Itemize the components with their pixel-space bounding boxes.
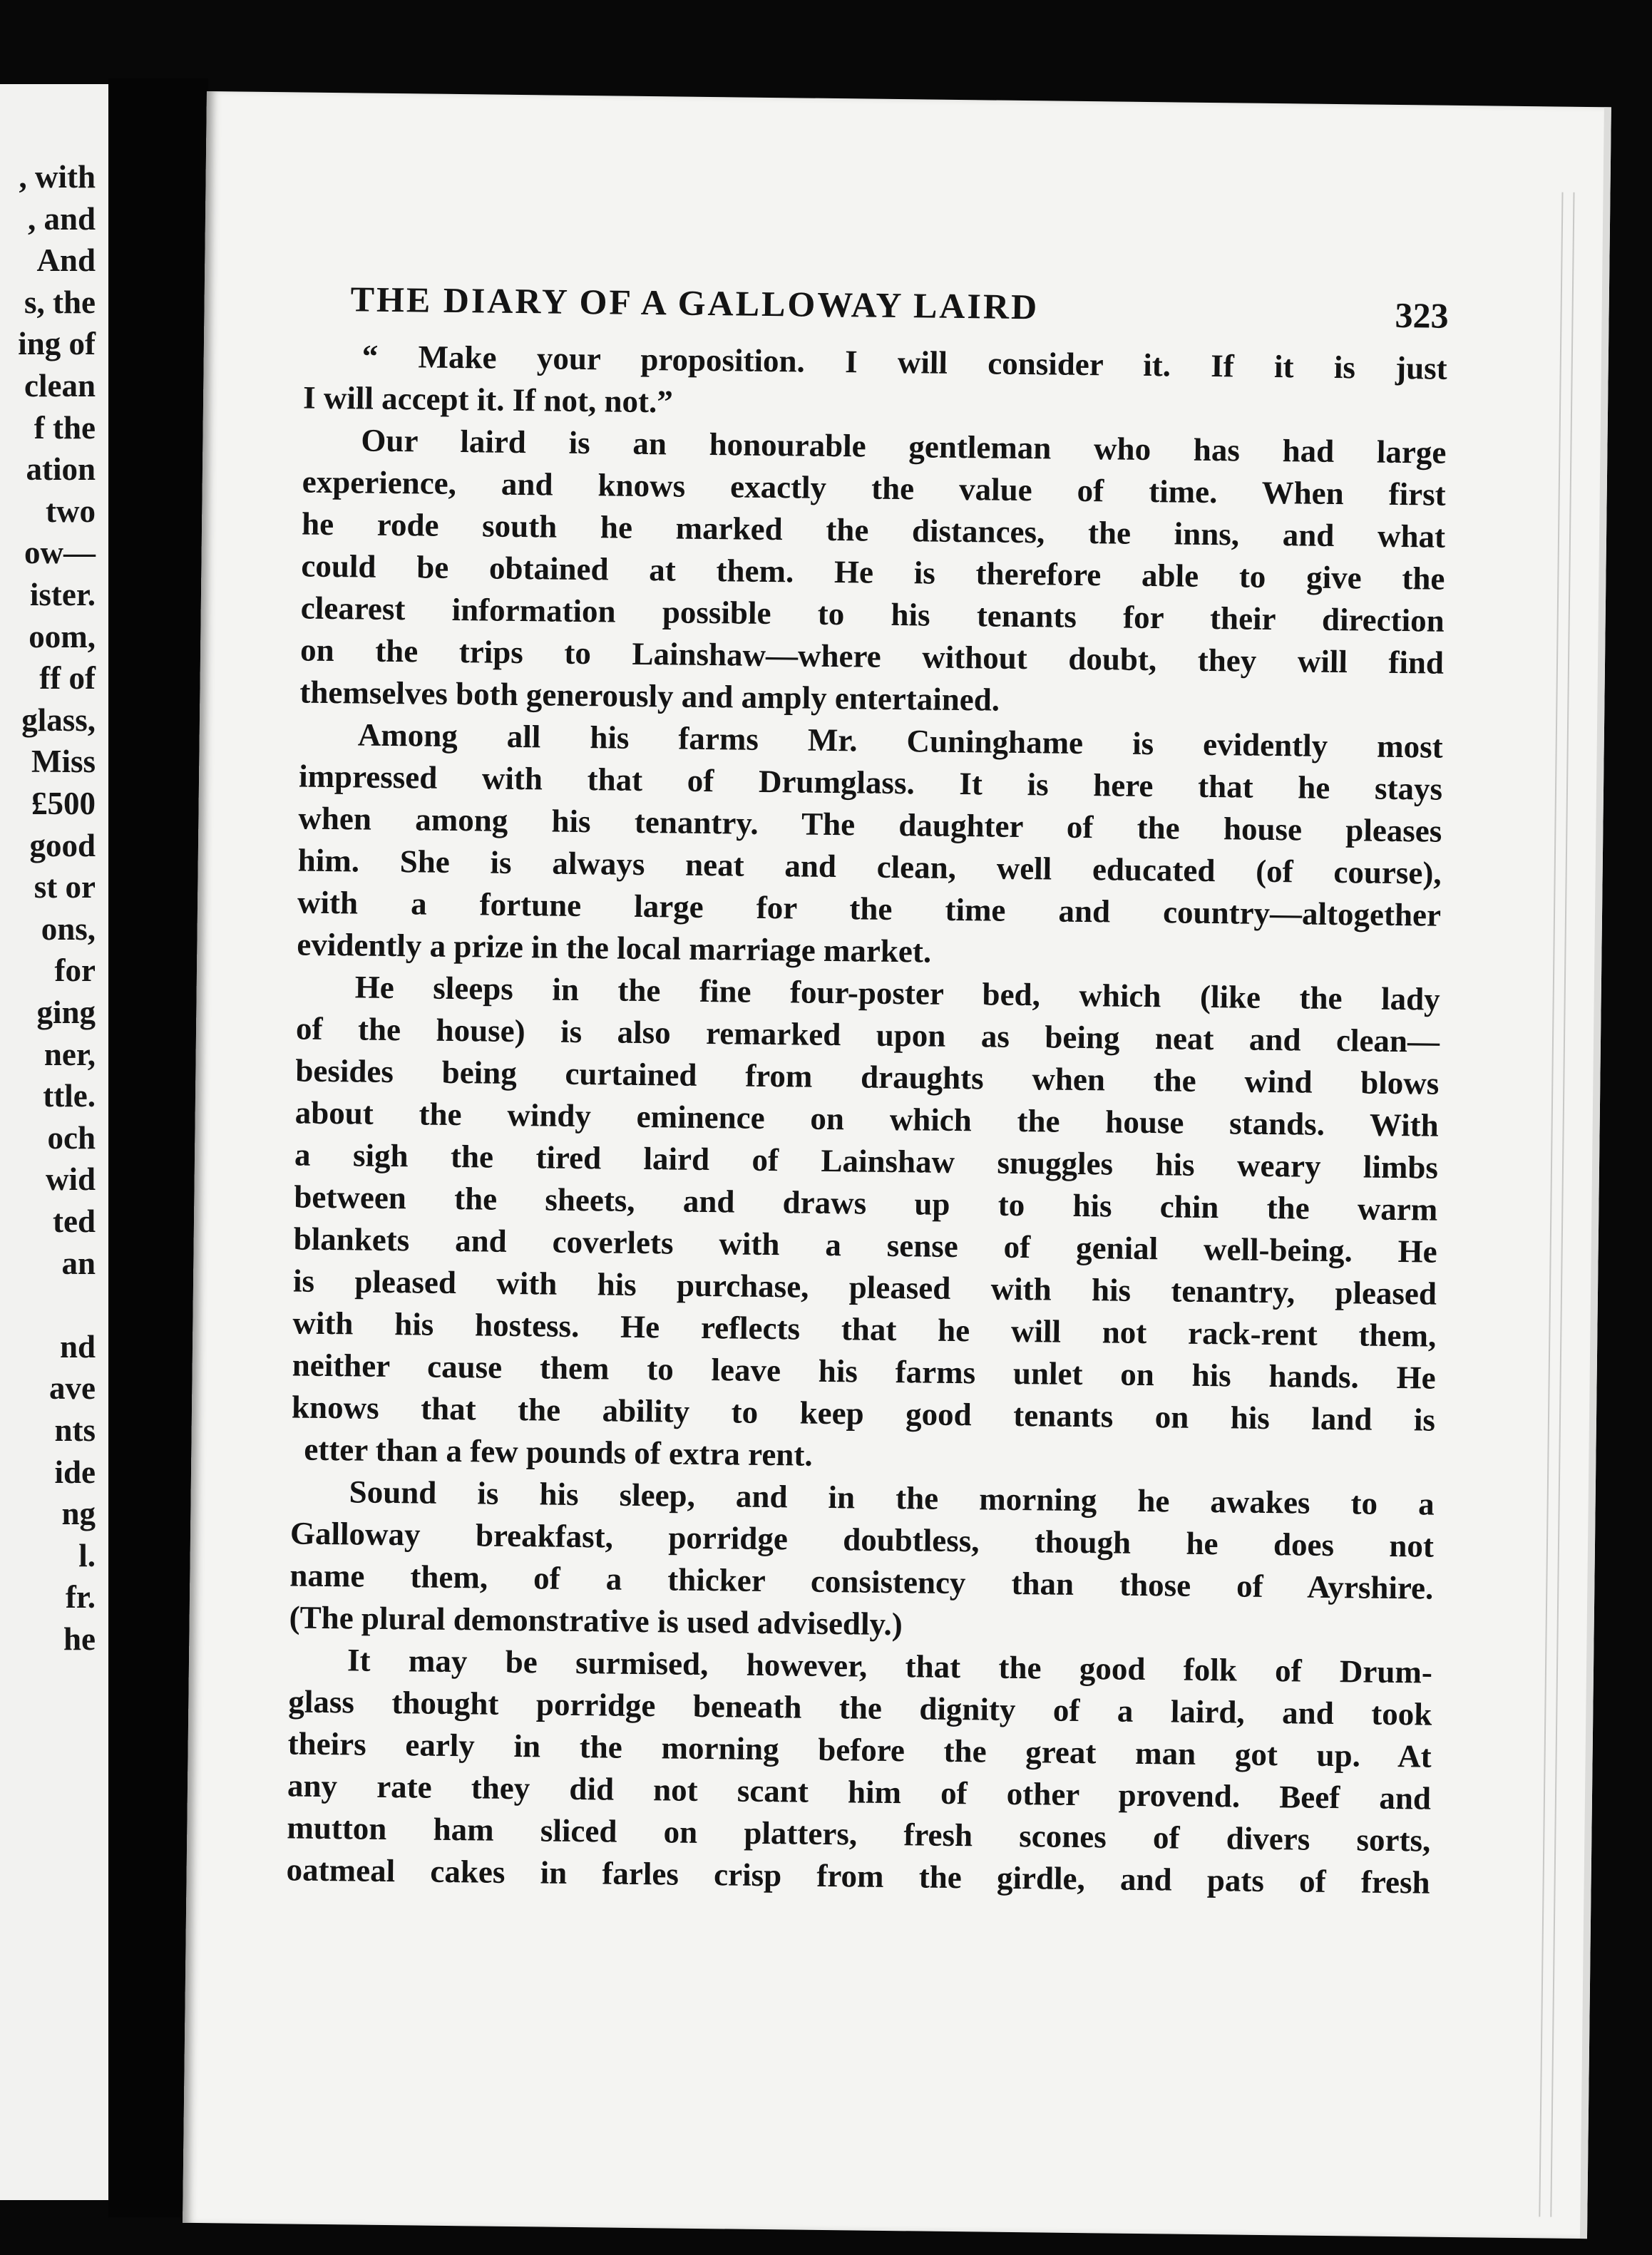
text-line: impressed with that of Drumglass. It is here that he stays: [298, 758, 1443, 807]
left-page-line-fragment: ging: [36, 995, 96, 1030]
page-number: 323: [1395, 294, 1449, 336]
left-page-line-fragment: ide: [54, 1454, 96, 1490]
left-page-line-fragment: , with: [19, 159, 96, 195]
text-line: about the windy eminence on which the house stands. With: [294, 1094, 1439, 1144]
text-line: He sleeps in the fine four-poster bed, which (like the lady: [354, 969, 1440, 1017]
text-line: is pleased with his purchase, pleased with his tenantry, pleased: [292, 1263, 1437, 1312]
left-page-line-fragment: glass,: [21, 702, 96, 738]
left-page-line-fragment: nd: [59, 1328, 96, 1365]
left-page-line-fragment: , and: [27, 200, 96, 237]
text-line: Galloway breakfast, porridge doubtless, though he does not: [289, 1515, 1435, 1564]
text-line: It may be surmised, however, that the good folk of Drum-: [347, 1642, 1433, 1690]
text-line: on the trips to Lainshaw—where without doubt, they will find: [299, 632, 1445, 681]
text-line: blankets and coverlets with a sense of genial well-being. He: [293, 1221, 1437, 1270]
text-line: with his hostess. He reflects that he will not rack-rent them,: [292, 1305, 1437, 1354]
left-page-line-fragment: two: [46, 493, 96, 529]
left-page-line-fragment: ng: [61, 1496, 96, 1532]
left-page-line-fragment: he: [63, 1621, 96, 1657]
left-page-line-fragment: ow—: [24, 535, 96, 571]
left-page-line-fragment: wid: [45, 1161, 96, 1198]
text-line: clearest information possible to his tenants for their direction: [300, 590, 1445, 639]
text-line: Among all his farms Mr. Cuninghame is evidently most: [357, 716, 1443, 765]
body-text: [286, 335, 1447, 1904]
text-line: any rate they did not scant him of other provend. Beef and: [287, 1767, 1432, 1817]
left-page-line-fragment: ttle.: [43, 1078, 96, 1114]
text-line: knows that the ability to keep good tenants on his land is: [291, 1389, 1436, 1438]
left-facing-page: [0, 84, 108, 2200]
text-line: between the sheets, and draws up to his chin the warm: [294, 1178, 1438, 1228]
text-line: neither cause them to leave his farms unlet on his hands. He: [292, 1347, 1436, 1396]
left-page-line-fragment: oom,: [29, 618, 96, 654]
text-line: Our laird is an honourable gentleman who has had large: [361, 422, 1447, 471]
text-line: could be obtained at them. He is therefore able to give the: [301, 548, 1445, 597]
text-line: etter than a few pounds of extra rent.: [304, 1431, 813, 1473]
left-page-line-fragment: ing of: [18, 326, 96, 362]
text-line: I will accept it. If not, not.”: [302, 379, 674, 420]
left-page-line-fragment: st or: [34, 869, 96, 905]
text-line: evidently a prize in the local marriage market.: [297, 926, 932, 970]
left-page-line-fragment: £500: [31, 786, 96, 821]
left-page-line-fragment: ff of: [39, 660, 96, 697]
left-page-line-fragment: good: [29, 827, 96, 863]
text-line: theirs early in the morning before the great man got up. At: [287, 1725, 1432, 1774]
left-page-line-fragment: ave: [49, 1370, 96, 1407]
left-page-line-fragment: And: [36, 242, 96, 279]
left-page-line-fragment: for: [54, 952, 96, 989]
text-line: name them, of a thicker consistency than those of Ayrshire.: [289, 1557, 1434, 1606]
text-line: a sigh the tired laird of Lainshaw snuggles his weary limbs: [294, 1136, 1439, 1186]
text-line: besides being curtained from draughts when the wind blows: [295, 1052, 1440, 1101]
left-page-line-fragment: an: [61, 1245, 96, 1281]
text-line: when among his tenantry. The daughter of the house pleases: [298, 800, 1442, 849]
text-line: Sound is his sleep, and in the morning he awakes to a: [349, 1474, 1435, 1522]
left-page-line-fragment: f the: [34, 409, 96, 446]
left-page-line-fragment: Miss: [31, 744, 96, 780]
text-line: he rode south he marked the distances, the inns, and what: [301, 505, 1446, 555]
text-line: with a fortune large for the time and country—altogether: [297, 884, 1442, 933]
left-page-line-fragment: ons,: [41, 910, 96, 947]
left-page-line-fragment: clean: [24, 368, 96, 404]
left-page-line-fragment: ation: [26, 451, 96, 488]
left-page-line-fragment: ner,: [43, 1036, 96, 1072]
left-page-line-fragment: och: [47, 1119, 96, 1156]
left-page-line-fragment: ister.: [29, 577, 96, 612]
left-page-line-fragment: s, the: [24, 284, 96, 320]
page-edges: [1539, 192, 1574, 2217]
text-line: experience, and knows exactly the value of time. When first: [302, 463, 1446, 513]
book-page: [183, 91, 1611, 2239]
running-title: THE DIARY OF A GALLOWAY LAIRD: [350, 279, 1040, 327]
text-line: glass thought porridge beneath the dignity of a laird, and took: [288, 1683, 1432, 1732]
left-page-line-fragment: ted: [53, 1203, 96, 1239]
left-page-line-fragment: l.: [78, 1537, 96, 1573]
text-line: oatmeal cakes in farles crisp from the girdle, and pats of fresh: [286, 1851, 1430, 1901]
text-line: “ Make your proposition. I will consider it. If it is just: [361, 338, 1447, 386]
text-line: (The plural demonstrative is used advisedly.): [289, 1599, 903, 1643]
text-line: mutton ham sliced on platters, fresh scones of divers sorts,: [287, 1809, 1431, 1859]
text-line: themselves both generously and amply entertained.: [299, 674, 1000, 718]
text-line: of the house) is also remarked upon as being neat and clean—: [295, 1010, 1440, 1059]
left-page-line-fragment: nts: [54, 1412, 96, 1448]
text-line: him. She is always neat and clean, well educated (of course),: [297, 842, 1442, 891]
left-page-line-fragment: fr.: [65, 1579, 96, 1616]
